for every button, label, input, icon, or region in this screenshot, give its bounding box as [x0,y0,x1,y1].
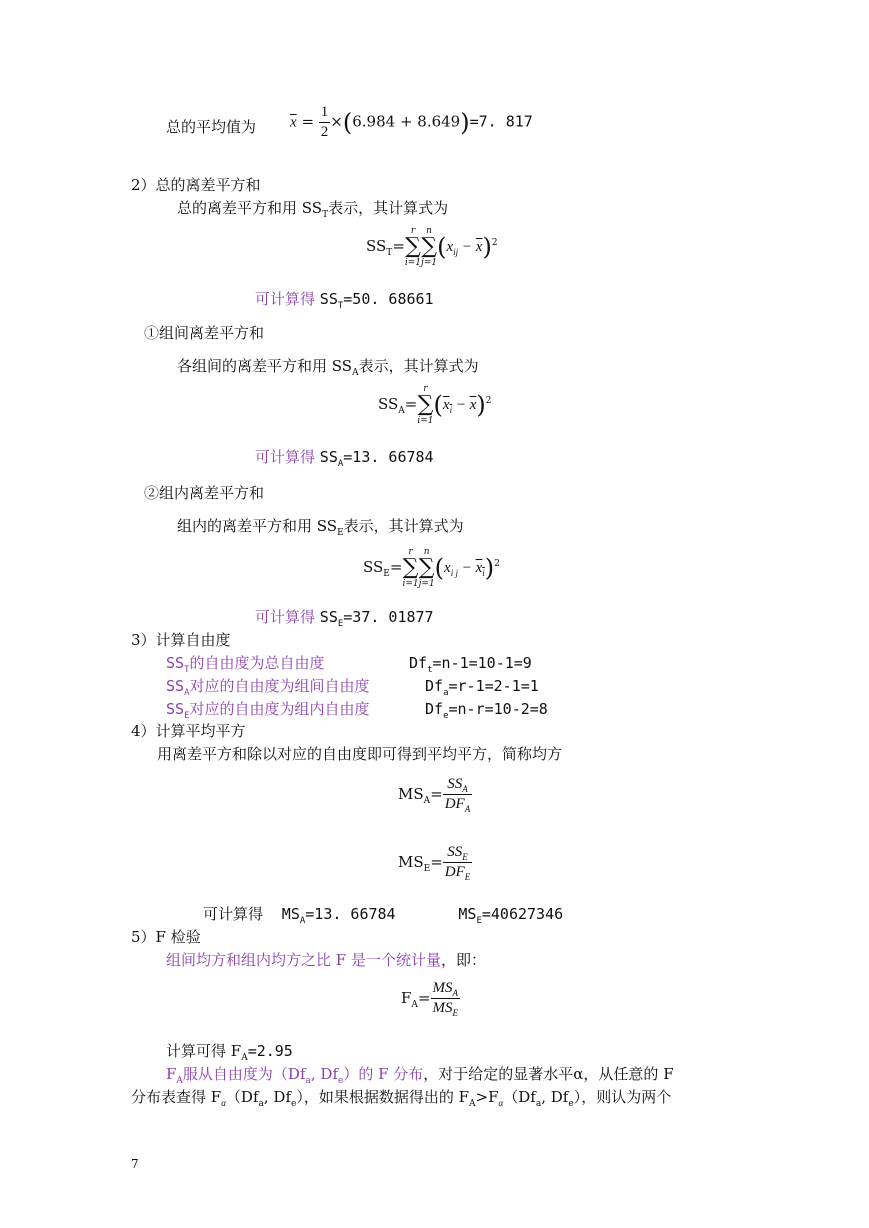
section-4-heading: 4）计算平均平方 [131,722,246,740]
df-row-between: $SS_A$对应的自由度为组间自由度 [166,677,370,698]
df-row-between-value: $Df_a=r-1=2-1=1$ [425,677,539,698]
subsection-1-heading: ①组间离差平方和 [144,324,265,342]
paragraph-line-2: 分布表查得 $F_\alpha(Df_a$, $Df_e$），如果根据数据得出的 $F_A>F_\alpha(Df_a$, $Df_e$），则认为两个 [131,1088,672,1109]
df-row-total-value: $Df_t=n-1=10-1=9$ [409,654,532,675]
section-5-description: 组间均方和组内均方之比 F 是一个统计量，即： [166,951,486,969]
df-row-within: $SS_E$对应的自由度为组内自由度 [166,700,370,721]
mse-formula: $MS_E=$ $\frac{SS_E}{DF_E}$ [398,844,471,882]
paragraph-line-1: $F_A$服从自由度为（$Df_a$, $Df_e$）的 F 分布，对于给定的显著水平α，从任意的 F [166,1065,674,1086]
section-2-heading: 2）总的离差平方和 [131,176,261,194]
fa-formula: $F_A=$ $\frac{MS_A}{MS_E}$ [401,980,458,1018]
mean-equation: $\overline{x}$ = $\frac{1}{2}$ ×(6.984 + 8.649)=7. 817 [290,104,533,140]
ssa-formula: $SS_A=$ r ∑ i=1 $(x_i - \overline{x})^2$ [378,384,492,426]
ms-result: 可计算得 $MS_A=13$. 66784 $MS_E=40627346$ [203,905,564,926]
section-5-heading: 5）F 检验 [131,928,201,946]
mean-label: 总的平均值为 [166,118,257,136]
subsection-2-description: 组内的离差平方和用 $SS_E$表示，其计算式为 [177,517,464,538]
sse-formula: $SS_E=$ r ∑ i=1 n ∑ j=1 $(x_{i j} - x_i)^2$ [363,547,500,589]
msa-formula: $MS_A=$ $\frac{SS_A}{DF_A}$ [398,776,471,814]
sst-result: 可计算得 $SS_T=50$. 68661 [255,290,434,311]
sst-formula: $SS_T=$ r ∑ i=1 n ∑ j=1 $(x_{ij} - \overline{x})^2$ [366,226,498,268]
sse-result: 可计算得 $SS_E=37$. 01877 [255,608,434,629]
mean-value: =7. 817 [469,112,533,131]
fa-result: 计算可得 $F_A=2.95$ [166,1042,293,1063]
subsection-1-description: 各组间的离差平方和用 $SS_A$表示，其计算式为 [177,357,479,378]
section-4-description: 用离差平方和除以对应的自由度即可得到平均平方，简称均方 [157,745,563,763]
mean-label-line [166,118,256,136]
section-3-heading: 3）计算自由度 [131,631,231,649]
df-row-within-value: $Df_e=n-r=10-2=8$ [425,700,548,721]
section-2-description: 总的离差平方和用 $SS_T$表示，其计算式为 [177,199,449,220]
page-number: 7 [131,1157,139,1171]
ssa-result: 可计算得 $SS_A=13$. 66784 [255,448,434,469]
subsection-2-heading: ②组内离差平方和 [144,484,265,502]
df-row-total: $SS_T$的自由度为总自由度 [166,654,325,675]
